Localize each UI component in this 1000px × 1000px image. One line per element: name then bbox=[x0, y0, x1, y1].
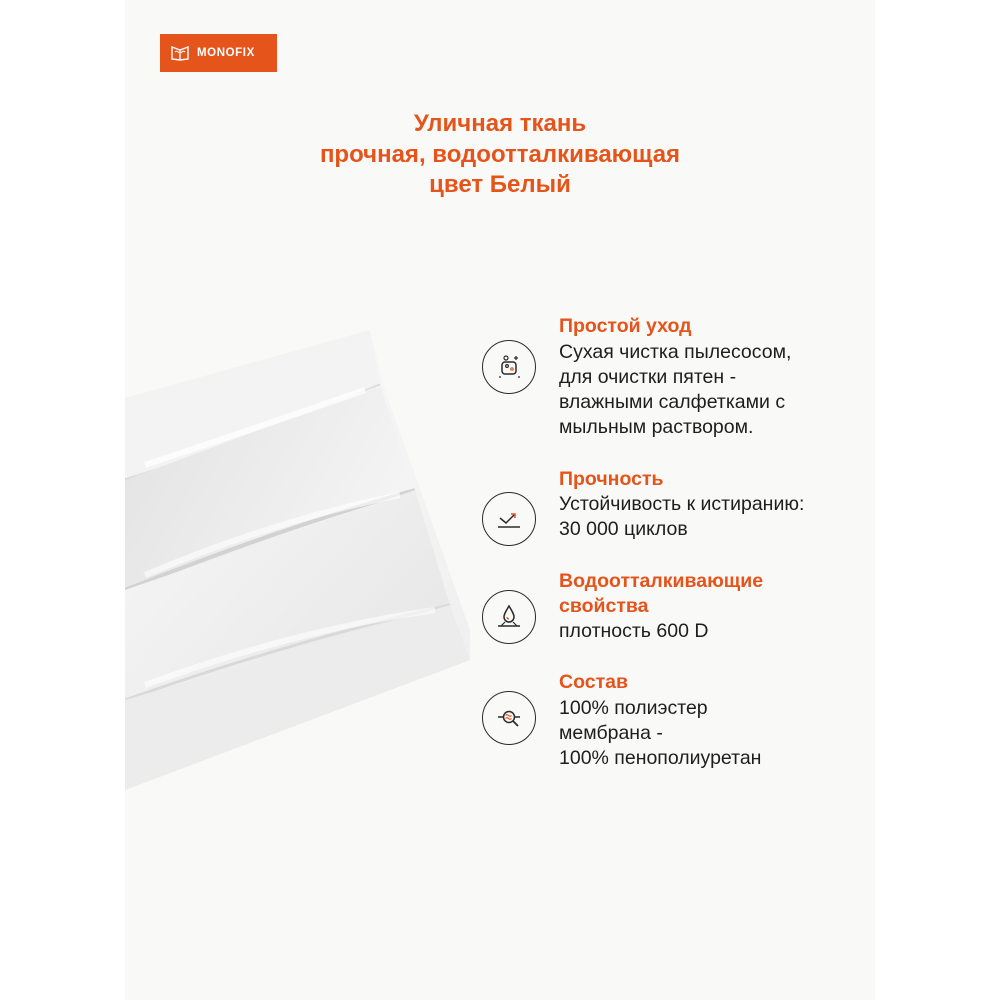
feature-title: Состав bbox=[559, 671, 628, 693]
feature-title: Простой уход bbox=[559, 315, 692, 337]
feature-line: плотность 600 D bbox=[559, 620, 709, 642]
feature-description bbox=[559, 696, 761, 771]
feature-line: Устойчивость к истиранию: bbox=[559, 493, 805, 515]
feature-line: мембрана - bbox=[559, 722, 663, 744]
feature-line: для очистки пятен - bbox=[559, 366, 737, 388]
headline-line-3: цвет Белый bbox=[429, 171, 571, 198]
feature-description bbox=[559, 492, 804, 542]
feature-description bbox=[559, 619, 708, 644]
feature-description bbox=[559, 340, 791, 440]
headline-line-2: прочная, водоотталкивающая bbox=[319, 140, 681, 168]
brand-name: MONOFIX bbox=[197, 47, 255, 59]
feature-title-line: Водоотталкивающие bbox=[559, 570, 764, 592]
feature-line: влажными салфетками с bbox=[559, 391, 786, 413]
abrasion-arrow-icon bbox=[482, 492, 536, 546]
feature-line: 100% пенополиуретан bbox=[559, 747, 762, 769]
feature-line: мыльным раствором. bbox=[559, 416, 754, 438]
fabric-sample-image bbox=[125, 330, 470, 790]
feature-title-line: свойства bbox=[559, 595, 649, 617]
feature-line: 30 000 циклов bbox=[559, 518, 688, 540]
water-drop-icon bbox=[482, 590, 536, 644]
fiber-magnifier-icon bbox=[482, 691, 536, 745]
sponge-cleaning-icon bbox=[482, 340, 536, 394]
feature-line: Сухая чистка пылесосом, bbox=[559, 341, 792, 363]
product-headline bbox=[125, 109, 875, 201]
feature-title bbox=[559, 569, 763, 619]
feature-line: 100% полиэстер bbox=[559, 697, 708, 719]
headline-line-1: Уличная ткань bbox=[413, 110, 587, 137]
book-leaf-icon bbox=[171, 45, 189, 61]
brand-logo bbox=[160, 34, 277, 72]
feature-title: Прочность bbox=[559, 468, 664, 490]
